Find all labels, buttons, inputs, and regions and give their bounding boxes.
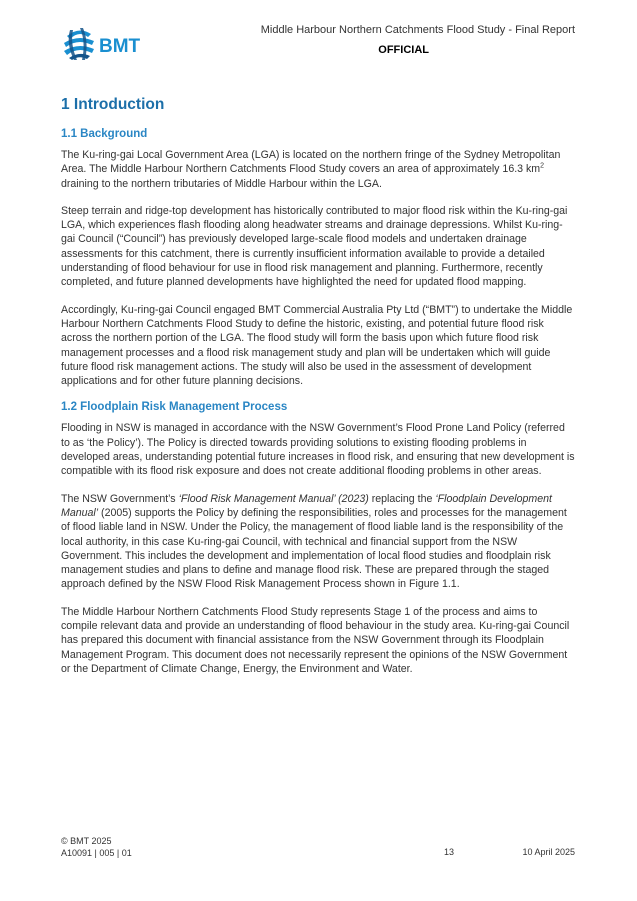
bmt-logo [61, 22, 153, 66]
logo-text: BMT [99, 36, 141, 57]
manual-title: ‘Flood Risk Management Manual’ (2023) [178, 492, 369, 505]
text-run: The Ku-ring-gai Local Government Area (LGA) is located on the northern fringe of the Sydney Metropolitan Area. The Middle Harbour Northern Catchments Flood Study covers an area of approximately 16.3 km [61, 149, 561, 176]
copyright: © BMT 2025 [61, 836, 112, 846]
text-run: draining to the northern tributaries of Middle Harbour within the LGA. [61, 177, 382, 190]
text-run: (2005) supports the Policy by defining the responsibilities, roles and processes for the management of flood liable land in NSW. Under the Policy, the management of flood liable land is the responsibility of the local authority, in this case Ku-ring-gai Council, with technical and financial support from the NSW Government. This includes the development and implementation of local flood studies and floodplain risk management studies and plans to define and manage flood risk. These are prepared through the staged approach defined by the NSW Flood Risk Management Process shown in Figure 1.1. [61, 506, 567, 591]
bmt-globe-logo-icon [61, 22, 153, 66]
old-manual-title: ‘Floodplain Development Manual’ [61, 492, 552, 519]
report-title: Middle Harbour Northern Catchments Flood Study - Final Report [260, 24, 575, 36]
superscript: 2 [540, 162, 545, 170]
document-body [61, 96, 576, 676]
classification-label: OFFICIAL [378, 44, 429, 56]
subsection-heading-process: 1.2 Floodplain Risk Management Process [61, 401, 288, 414]
paragraph [61, 492, 576, 592]
text-run: The NSW Government’s [61, 492, 179, 505]
text-run: replacing the [368, 492, 436, 505]
document-reference: A10091 | 005 | 01 [61, 847, 132, 858]
paragraph: The Middle Harbour Northern Catchments Flood Study represents Stage 1 of the process and aims to compile relevant data and provide an understanding of flood behaviour in the study area. Ku-ring-gai Council has prepared this document with financial assistance from the NSW Government through its Floodplain Management Program. This document does not necessarily represent the opinions of the NSW Government or the Department of Climate Change, Energy, the Environment and Water. [61, 605, 570, 675]
paragraph: Flooding in NSW is managed in accordance with the NSW Government’s Flood Prone Land Policy (referred to as ‘the Policy’). The Policy is directed towards providing solutions to existing flooding problems in developed areas, understanding potential future increases in flood risk, and ensuring that new development is compatible with its flood risk exposure and does not create additional flooding problems in other areas. [61, 422, 575, 478]
page-number: 13 [444, 847, 455, 857]
section-heading: 1 Introduction [61, 96, 165, 113]
footer-left [61, 836, 132, 859]
paragraph [61, 148, 576, 191]
footer-date: 10 April 2025 [522, 847, 575, 857]
paragraph: Accordingly, Ku-ring-gai Council engaged BMT Commercial Australia Pty Ltd (“BMT”) to undertake the Middle Harbour Northern Catchments Flood Study to define the historic, existing, and potential future flood risk across the northern portion of the LGA. The flood study will form the basis upon which future flood risk management processes and a flood risk management study and plan will be undertaken which will guide future flood risk management actions. The study will also be used in the assessment of development applications and for other future planning decisions. [61, 303, 573, 388]
paragraph: Steep terrain and ridge-top development has historically contributed to major flood risk within the Ku-ring-gai LGA, which experiences flash flooding along headwater streams and drainage depressions. Whilst Ku-ring-gai Council (“Council”) has previously developed large-scale flood models and undertaken drainage assessments for this catchment, there is currently insufficient information available to provide a detailed understanding of flood behaviour for use in flood risk management and planning. Furthermore, recently completed, and future planned developments have highlighted the need for updated flood mapping. [61, 204, 568, 289]
subsection-heading-background: 1.1 Background [61, 128, 148, 140]
